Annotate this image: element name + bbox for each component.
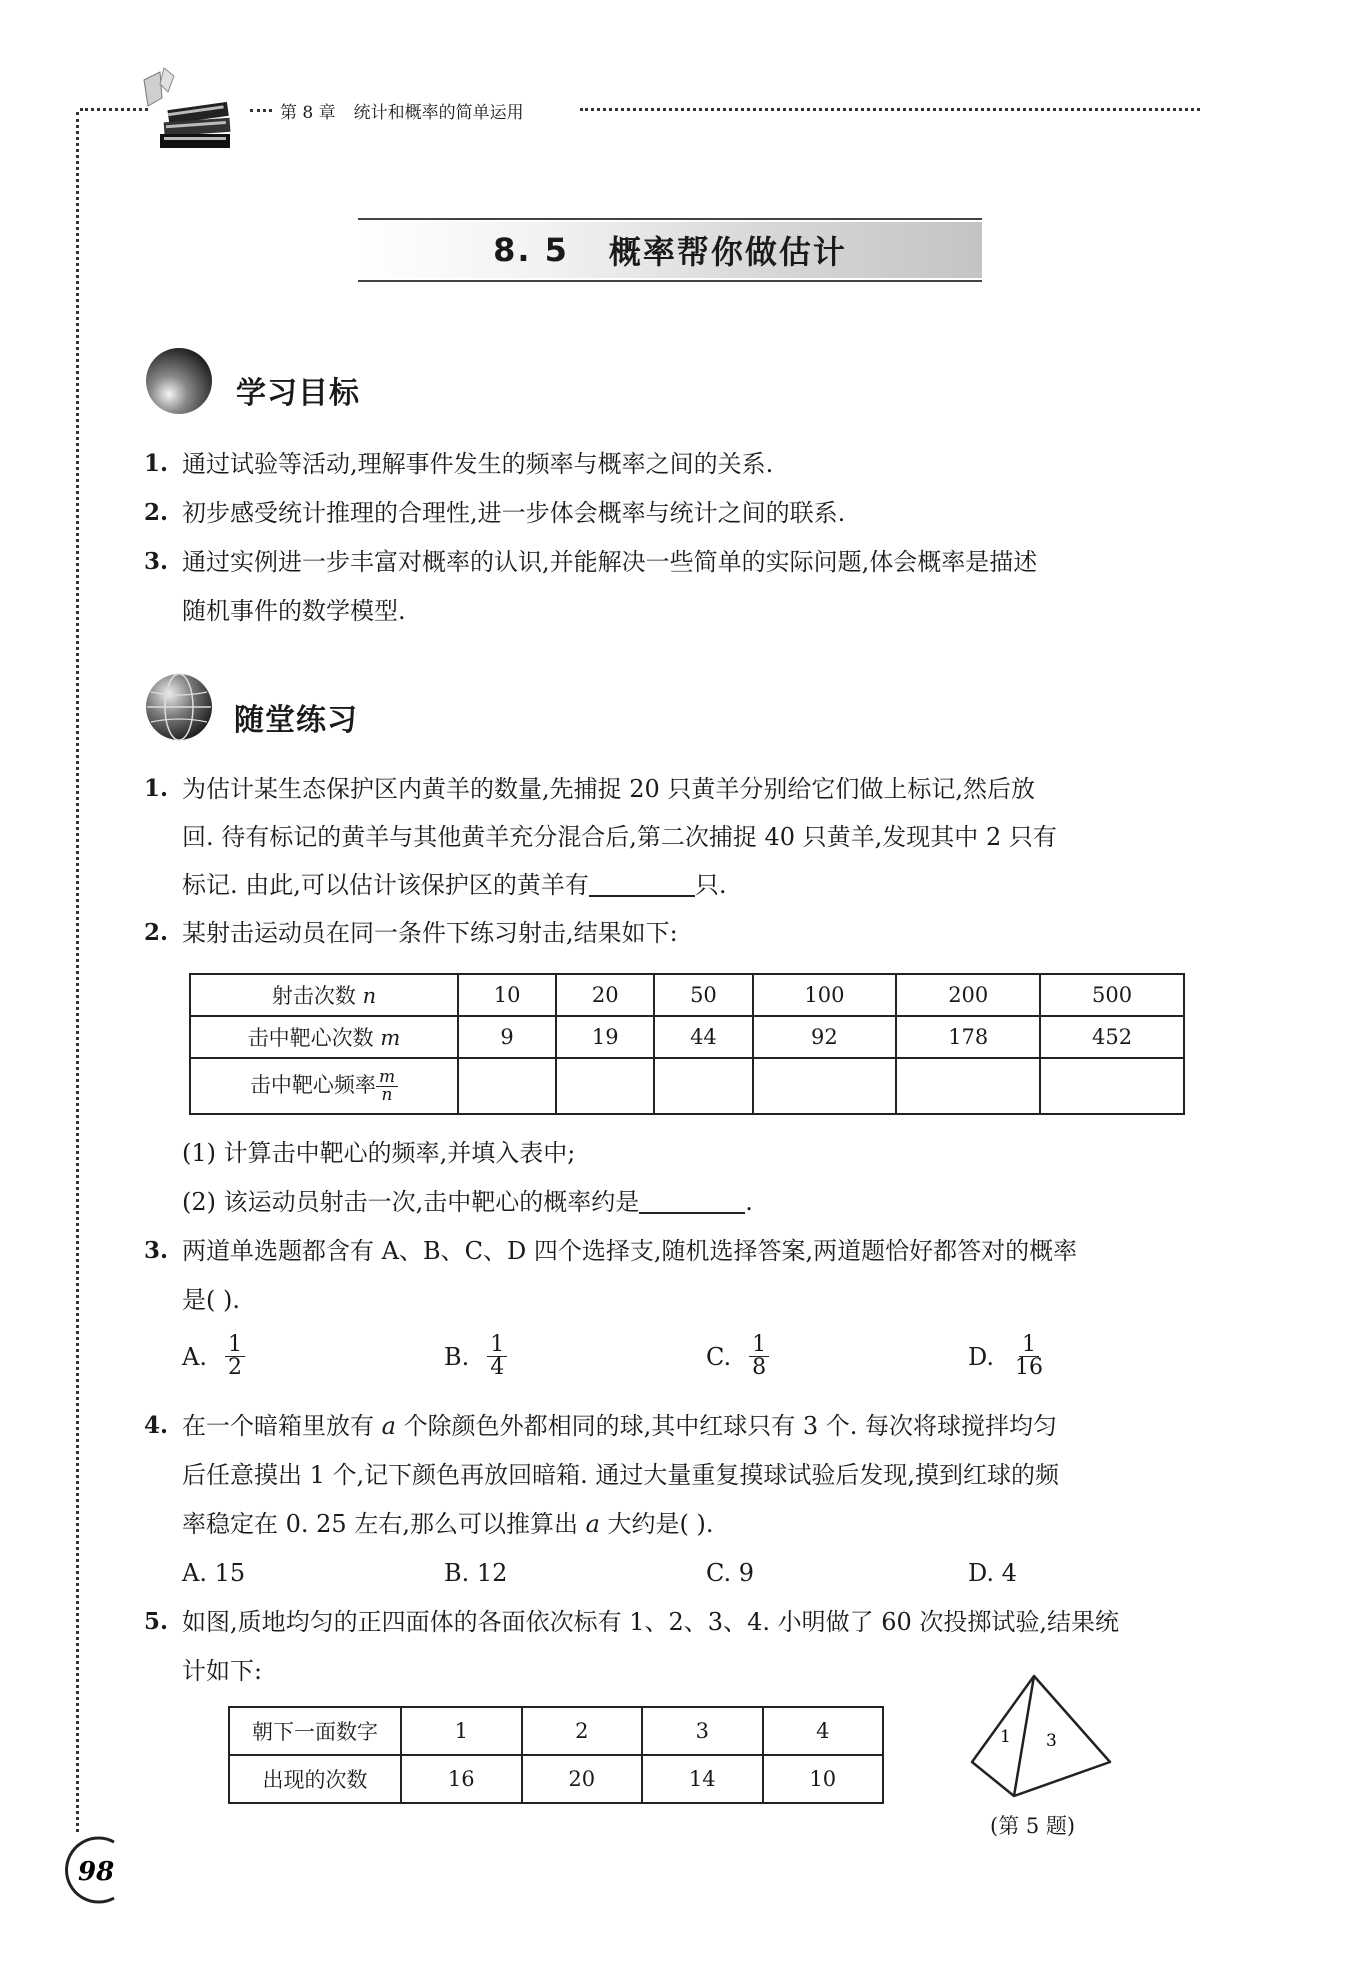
sphere-icon (144, 346, 214, 416)
question-number: 1. (144, 775, 169, 802)
option-d[interactable]: D. $\frac{1}{16}$ (968, 1334, 1046, 1379)
table-row (190, 974, 1184, 1016)
fill-in-cell[interactable] (1040, 1058, 1184, 1114)
question-number: 4. (144, 1412, 169, 1439)
objective-number: 2. (144, 499, 169, 526)
page-number: 98 (78, 1857, 115, 1887)
objective-number: 3. (144, 548, 169, 575)
table-cell: 1 (401, 1707, 522, 1755)
option-fraction: $\frac{1}{2}$ (225, 1334, 245, 1379)
objective-text: 通过试验等活动,理解事件发生的频率与概率之间的关系. (182, 450, 774, 478)
page-number-badge (52, 1834, 124, 1906)
table-row (190, 1058, 1184, 1114)
row-label: 朝下一面数字 (229, 1707, 401, 1755)
figure-caption: (第 5 题) (990, 1814, 1076, 1838)
option-a[interactable]: A. 15 (182, 1559, 246, 1587)
shooting-table (189, 973, 1185, 1115)
objective-text: 随机事件的数学模型. (182, 597, 406, 625)
q1-line (182, 868, 727, 902)
margin-dotted-line (76, 112, 79, 1832)
option-b[interactable]: B. $\frac{1}{4}$ (444, 1334, 507, 1379)
face-label: 3 (1046, 1731, 1057, 1751)
option-a[interactable]: A. $\frac{1}{2}$ (182, 1334, 245, 1379)
books-logo-icon (138, 62, 246, 156)
table-cell: 10 (458, 974, 556, 1016)
q1-answer-blank[interactable] (589, 871, 695, 897)
table-row (229, 1755, 883, 1803)
table-row (190, 1016, 1184, 1058)
row-label: 击中靶心次数 m (190, 1016, 458, 1058)
q2-sub1: (1) 计算击中靶心的频率,并填入表中; (182, 1139, 576, 1167)
q2-sub2: (2) 该运动员射击一次,击中靶心的概率约是 . (182, 1188, 753, 1216)
q4-line: 率稳定在 0. 25 左右,那么可以推算出 a 大约是( ). (182, 1510, 714, 1538)
section-number: 8. 5 (493, 231, 569, 269)
objectives-heading: 学习目标 (236, 376, 360, 411)
globe-icon (144, 672, 214, 742)
objective-number: 1. (144, 450, 169, 477)
q1-text: 标记. 由此,可以估计该保护区的黄羊有 (182, 871, 589, 899)
title-rule-top (358, 218, 982, 220)
section-title (358, 222, 982, 278)
q3-line: 是( ). (182, 1286, 240, 1314)
q2-answer-blank[interactable] (639, 1188, 745, 1214)
table-cell: 2 (522, 1707, 643, 1755)
row-label: 击中靶心频率 $\frac{m}{n}$ (190, 1058, 458, 1114)
q4-line: 在一个暗箱里放有 a 个除颜色外都相同的球,其中红球只有 3 个. 每次将球搅拌均匀 (182, 1412, 1057, 1440)
fill-in-cell[interactable] (753, 1058, 897, 1114)
option-c[interactable]: C. $\frac{1}{8}$ (706, 1334, 769, 1379)
table-cell: 14 (642, 1755, 763, 1803)
table-cell: 100 (753, 974, 897, 1016)
table-cell: 4 (763, 1707, 884, 1755)
row-label: 出现的次数 (229, 1755, 401, 1803)
q5-line: 如图,质地均匀的正四面体的各面依次标有 1、2、3、4. 小明做了 60 次投掷试验,结果统 (182, 1608, 1120, 1636)
option-c[interactable]: C. 9 (706, 1559, 755, 1587)
fill-in-cell[interactable] (896, 1058, 1040, 1114)
table-cell: 178 (896, 1016, 1040, 1058)
chapter-number: 第 8 章 (280, 102, 336, 123)
tetrahedron-table (228, 1706, 884, 1804)
table-cell: 452 (1040, 1016, 1184, 1058)
q2-line: 某射击运动员在同一条件下练习射击,结果如下: (182, 919, 678, 947)
option-fraction: $\frac{1}{8}$ (749, 1334, 769, 1379)
table-cell: 10 (763, 1755, 884, 1803)
option-fraction: $\frac{1}{4}$ (487, 1334, 507, 1379)
title-rule-bottom (358, 280, 982, 282)
table-cell: 20 (522, 1755, 643, 1803)
option-b[interactable]: B. 12 (444, 1559, 508, 1587)
fill-in-cell[interactable] (458, 1058, 556, 1114)
frequency-fraction: $\frac{m}{n}$ (376, 1069, 398, 1104)
table-row (229, 1707, 883, 1755)
tetrahedron-outline (972, 1676, 1110, 1796)
fill-in-cell[interactable] (654, 1058, 752, 1114)
q3-line: 两道单选题都含有 A、B、C、D 四个选择支,随机选择答案,两道题恰好都答对的概率 (182, 1237, 1078, 1265)
table-cell: 92 (753, 1016, 897, 1058)
section-title-text: 概率帮你做估计 (608, 233, 847, 271)
tetrahedron-edge (1014, 1676, 1034, 1796)
row-label: 射击次数 n (190, 974, 458, 1016)
option-d[interactable]: D. 4 (968, 1559, 1017, 1587)
header-dotted-rule-right (580, 108, 1200, 111)
table-cell: 50 (654, 974, 752, 1016)
table-cell: 16 (401, 1755, 522, 1803)
tetrahedron-figure (966, 1670, 1118, 1800)
header-dots (250, 109, 272, 112)
q5-line: 计如下: (182, 1657, 263, 1685)
chapter-title: 统计和概率的简单运用 (353, 102, 524, 123)
question-number: 3. (144, 1237, 169, 1264)
question-number: 5. (144, 1608, 169, 1635)
q4-line: 后任意摸出 1 个,记下颜色再放回暗箱. 通过大量重复摸球试验后发现,摸到红球的频 (182, 1461, 1060, 1489)
table-cell: 3 (642, 1707, 763, 1755)
option-fraction: $\frac{1}{16}$ (1015, 1332, 1044, 1380)
q1-line: 为估计某生态保护区内黄羊的数量,先捕捉 20 只黄羊分别给它们做上标记,然后放 (182, 775, 1036, 803)
q1-text: 只. (694, 871, 727, 899)
table-cell: 200 (896, 974, 1040, 1016)
practice-heading: 随堂练习 (234, 703, 358, 738)
face-label: 1 (1000, 1727, 1011, 1747)
question-number: 2. (144, 919, 169, 946)
table-cell: 19 (556, 1016, 654, 1058)
fill-in-cell[interactable] (556, 1058, 654, 1114)
table-cell: 44 (654, 1016, 752, 1058)
objective-text: 通过实例进一步丰富对概率的认识,并能解决一些简单的实际问题,体会概率是描述 (182, 548, 1038, 576)
table-cell: 500 (1040, 974, 1184, 1016)
table-cell: 9 (458, 1016, 556, 1058)
q1-line: 回. 待有标记的黄羊与其他黄羊充分混合后,第二次捕捉 40 只黄羊,发现其中 2 只有 (182, 823, 1057, 851)
objective-text: 初步感受统计推理的合理性,进一步体会概率与统计之间的联系. (182, 499, 846, 527)
table-cell: 20 (556, 974, 654, 1016)
running-header (250, 96, 524, 124)
